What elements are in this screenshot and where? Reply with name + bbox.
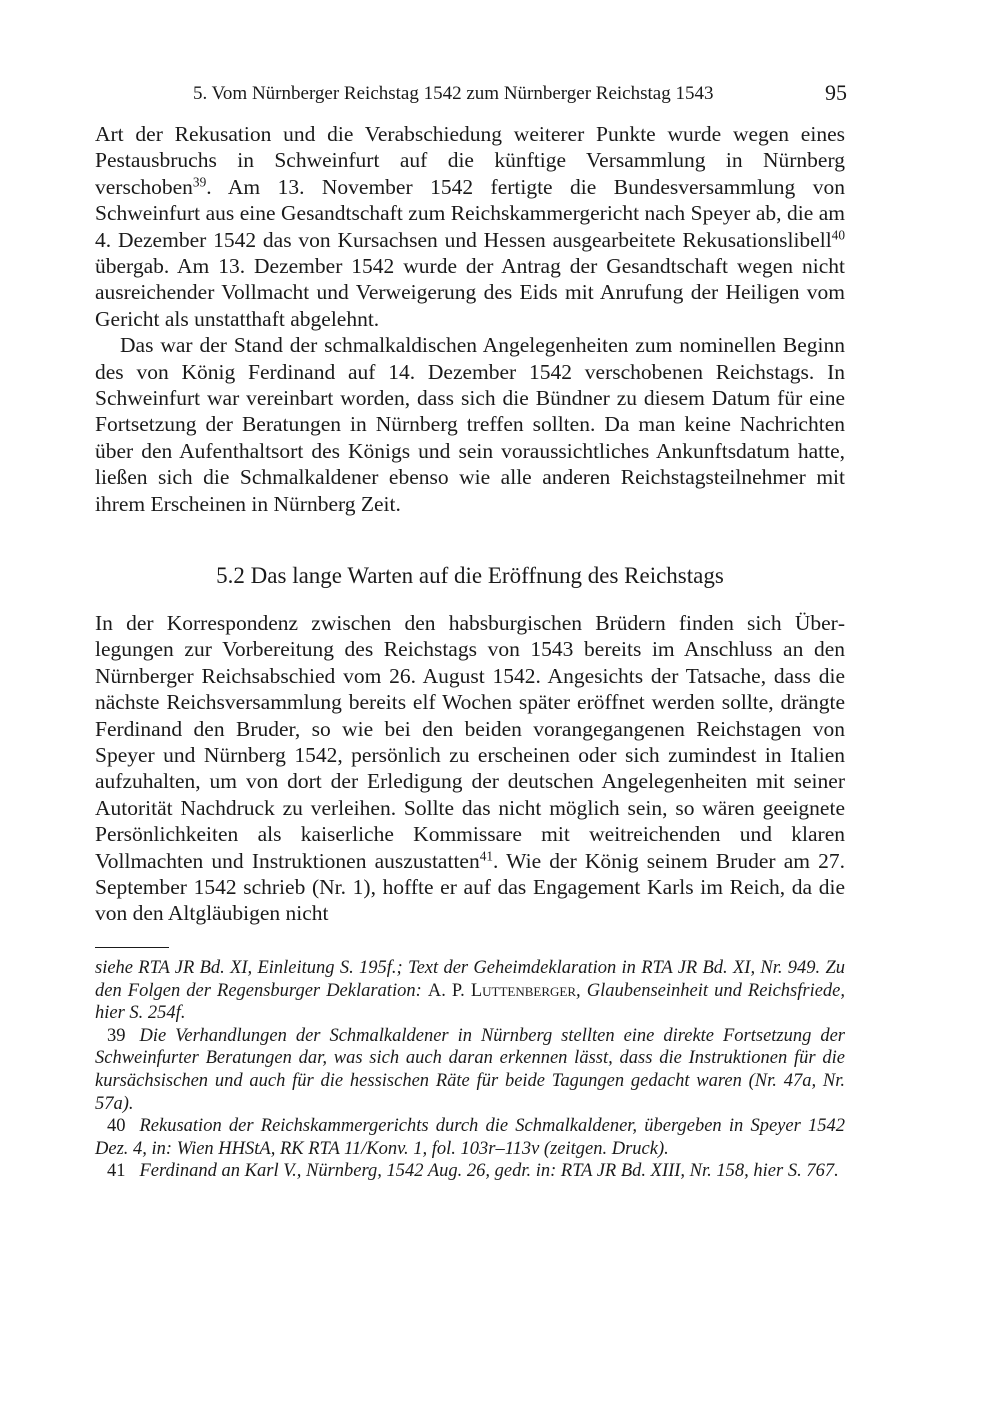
paragraph-2: Das war der Stand der schmalkaldischen Angelegenheiten zum nominellen Beginn des von König Ferdinand auf 14. Dezember 1542 verschobenen Reichstags. In Schweinfurt war vereinbart worden, dass sich die Bündner zu diesem Datum für eine Fortsetzung der Beratungen in Nürnberg treffen sollten. Da man keine Nachrichten über den Aufenthaltsort des Königs und sein voraussichtliches Ankunftsdatum hatte, ließen sich die Schmalkaldener ebenso wie alle anderen Reichstagsteilnehmer mit ihrem Erscheinen in Nürnberg Zeit. (95, 333, 845, 516)
body-text-bottom (95, 610, 845, 927)
footnote-text-41: Ferdinand an Karl V., Nürnberg, 1542 Aug. 26, gedr. in: RTA JR Bd. XIII, Nr. 158, hier S. 767. (139, 1161, 839, 1182)
paragraph-3-text-a: In der Korrespondenz zwischen den habsburgischen Brüdern finden sich Überlegungen zur Vorbereitung des Reichstags von 1543 bereits im Anschluss an den Nürnberger Reichsabschied vom 26. August 1542. Angesichts der Tatsache, dass die nächste Reichsversammlung bereits elf Wochen später eröffnet werden sollte, drängte Ferdinand den Bruder, so wie bei den beiden vorangegangenen Reichstagen von Speyer und Nürnberg 1542, persönlich zu erscheinen oder sich zumindest in Italien aufzuhalten, um von dort der Erledigung der deutschen Angelegenheiten mit seiner Autorität Nachdruck zu verleihen. Sollte das nicht möglich sein, so wären geeignete Persönlichkeiten als kaiserliche Kommissare mit weitreichenden und klaren Vollmachten und Instruktionen auszustatten (95, 611, 845, 873)
body-text-top (95, 121, 845, 517)
footnote-40 (95, 1115, 845, 1160)
footnote-ref-41: 41 (479, 848, 494, 864)
paragraph-1 (95, 121, 845, 332)
footnote-continued (95, 957, 845, 1025)
paragraph-1-text-a: Art der Rekusation und die Verabschiedung weiterer Punkte wurde wegen eines Pestausbruchs in Schweinfurt auf die künftige Versammlung in Nürnberg verschoben (95, 122, 845, 199)
footnotes (95, 957, 845, 1183)
running-header (95, 80, 847, 108)
footnote-divider (95, 947, 169, 948)
footnote-39 (95, 1025, 845, 1115)
paragraph-3-text-b: . Wie der König seinem Bruder am 27. September 1542 schrieb (Nr. 1), hoffte er auf das Engagement Karls im Reich, da die von den Altgläubigen nicht (95, 848, 845, 926)
footnote-41 (95, 1160, 845, 1183)
footnote-ref-39: 39 (192, 174, 207, 190)
paragraph-1-text-c: übergab. Am 13. Dezember 1542 wurde der Antrag der Gesandtschaft wegen nicht ausreichender Vollmacht und Verweigerung des Eids mit Anrufung der Heiligen vom Gericht als unstatthaft abgelehnt. (95, 254, 845, 331)
footnote-number-40: 40 (107, 1116, 126, 1137)
footnote-number-41: 41 (107, 1161, 126, 1182)
section-heading: 5.2 Das lange Warten auf die Eröffnung des Reichstags (216, 563, 724, 588)
author-name: Luttenberger (470, 980, 577, 1001)
paragraph-3 (95, 610, 845, 927)
footnote-text-39: Die Verhandlungen der Schmalkaldener in Nürnberg stellten eine direkte Fortsetzung der Schweinfurter Beratungen dar, was sich auch daran erkennen lässt, dass die Instruktionen für die kursächsischen und auch für die hessischen Räte für beide Tagungen gedacht waren (Nr. 47a, Nr. 57a). (95, 1025, 845, 1114)
footnote-text-40: Rekusation der Reichskammergerichts durch die Schmalkaldener, übergeben in Speyer 1542 Dez. 4, in: Wien HHStA, RK RTA 11/Konv. 1, fol. 103r–113v (zeitgen. Druck). (95, 1116, 845, 1159)
footnote-number-39: 39 (107, 1025, 126, 1046)
running-title: 5. Vom Nürnberger Reichstag 1542 zum Nürnberger Reichstag 1543 (193, 83, 714, 104)
footnote-ref-40: 40 (831, 227, 845, 243)
paragraph-1-text-b: . Am 13. November 1542 fertigte die Bundesversammlung von Schweinfurt aus eine Gesandtschaft zum Reichskammergericht nach Speyer ab, die am 4. Dezember 1542 das von Kursachsen und Hessen ausgearbeitete Rekusationslibell (95, 174, 845, 252)
author-initials: A. P. (427, 980, 471, 1001)
page-number: 95 (825, 80, 847, 105)
footnote-continued-text-b: , Glaubenseinheit und Reichsfriede, hier S. 254f. (95, 980, 846, 1024)
footnote-continued-text-a: siehe RTA JR Bd. XI, Einleitung S. 195f.; Text der Geheimdeklaration in RTA JR Bd. XI, Nr. 949. Zu den Folgen der Regensburger Deklaration: (95, 958, 845, 1001)
